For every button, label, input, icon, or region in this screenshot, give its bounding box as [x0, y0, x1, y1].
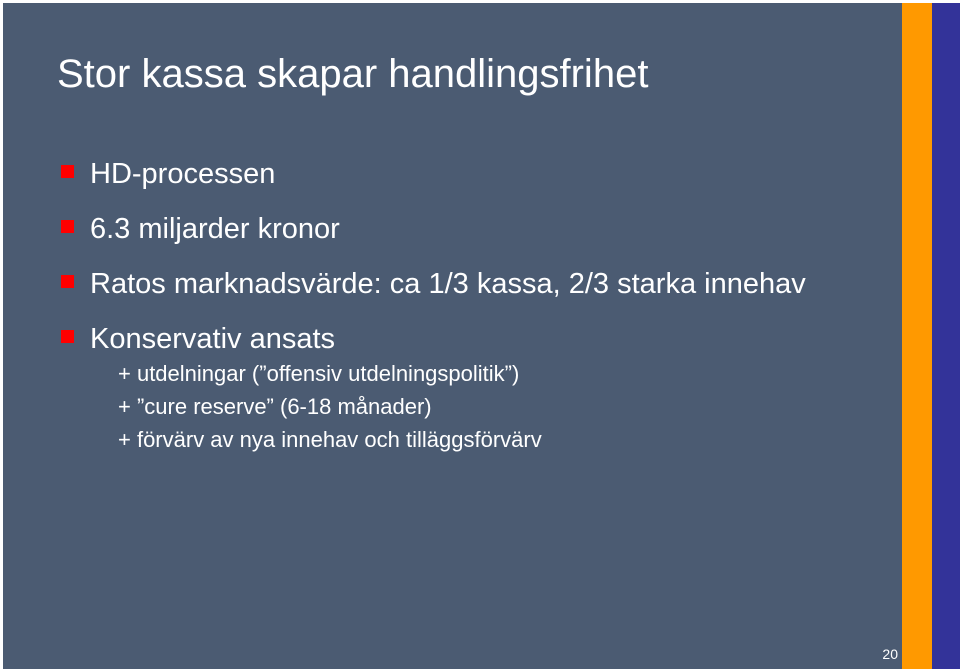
bullet-text: Ratos marknadsvärde: ca 1/3 kassa, 2/3 starka innehav — [90, 268, 806, 300]
square-bullet-icon — [61, 330, 74, 343]
square-bullet-icon — [61, 165, 74, 178]
orange-accent-bar — [902, 3, 932, 669]
bullet-item-hd-processen — [61, 156, 806, 211]
navy-accent-bar — [932, 3, 960, 669]
bullet-item-marknadsvarde — [61, 266, 806, 321]
sub-item-list — [118, 359, 542, 458]
bullet-text: 6.3 miljarder kronor — [90, 213, 340, 245]
square-bullet-icon — [61, 275, 74, 288]
slide-title: Stor kassa skapar handlingsfrihet — [57, 52, 649, 96]
bullet-item-miljarder — [61, 211, 806, 266]
bullet-text: HD-processen — [90, 158, 276, 190]
sub-item-forvarv: + förvärv av nya innehav och tilläggsförvärv — [118, 427, 542, 452]
page-number: 20 — [882, 646, 898, 662]
sub-item-cure-reserve: + ”cure reserve” (6-18 månader) — [118, 394, 432, 419]
bullet-text: Konservativ ansats — [90, 323, 336, 355]
sub-item-utdelningar: + utdelningar (”offensiv utdelningspolitik”) — [118, 361, 520, 386]
square-bullet-icon — [61, 220, 74, 233]
bullet-list — [61, 156, 806, 376]
